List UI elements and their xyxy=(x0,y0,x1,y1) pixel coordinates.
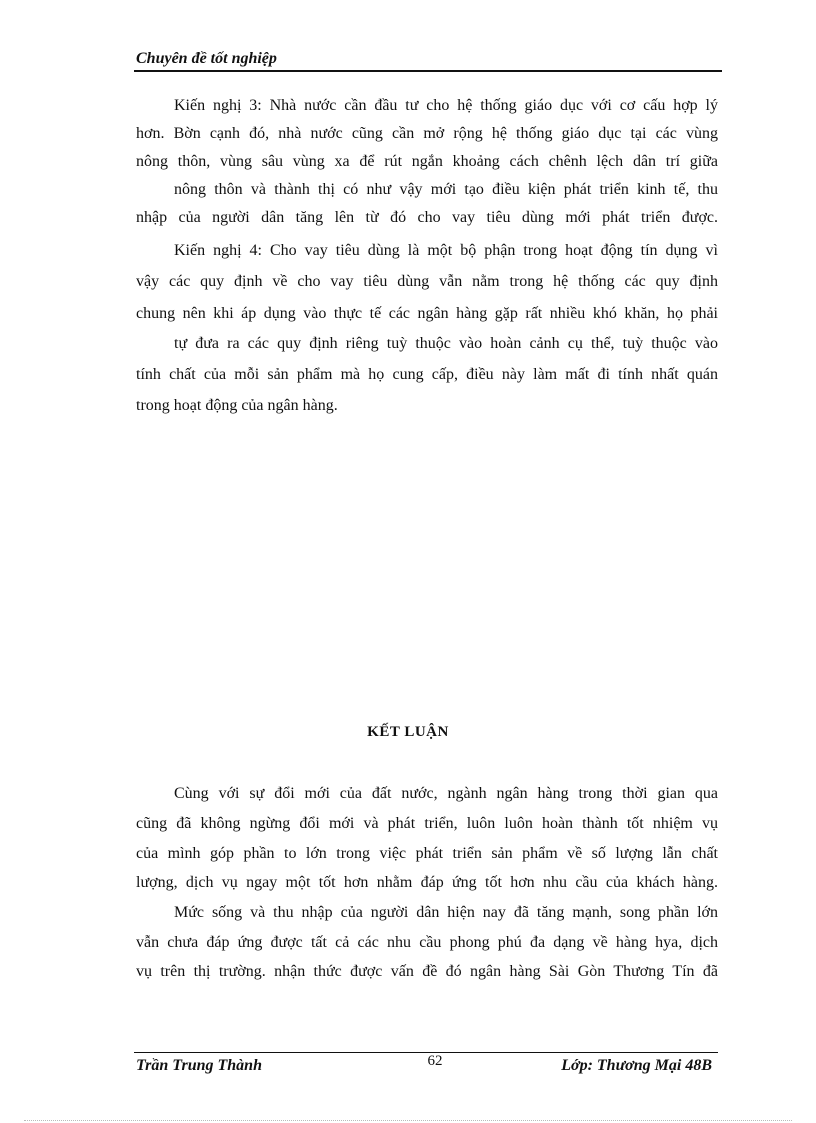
body-line: nông thôn, vùng sâu vùng xa để rút ngắn khoảng cách chênh lệch dân trí giữa xyxy=(136,153,718,170)
body-line: vụ trên thị trường. nhận thức được vấn đề đó ngân hàng Sài Gòn Thương Tín đã xyxy=(136,963,718,980)
body-line: Mức sống và thu nhập của người dân hiện nay đã tăng mạnh, song phần lớn xyxy=(174,904,718,921)
page-edge xyxy=(24,1120,792,1121)
body-line: Kiến nghị 4: Cho vay tiêu dùng là một bộ phận trong hoạt động tín dụng vì xyxy=(174,242,718,259)
body-line: lượng, dịch vụ ngay một tốt hơn nhằm đáp ứng tốt hơn nhu cầu của khách hàng. xyxy=(136,874,718,891)
body-line: tính chất của mỗi sản phẩm mà họ cung cấp, điều này làm mất đi tính nhất quán xyxy=(136,366,718,383)
body-line: nhập của người dân tăng lên từ đó cho vay tiêu dùng mới phát triển được. xyxy=(136,209,718,226)
body-line: vậy các quy định về cho vay tiêu dùng vẫn nằm trong hệ thống các quy định xyxy=(136,273,718,290)
body-line: trong hoạt động của ngân hàng. xyxy=(136,397,338,414)
body-line: vẫn chưa đáp ứng được tất cả các nhu cầu phong phú đa dạng về hàng hya, dịch xyxy=(136,934,718,951)
body-line: nông thôn và thành thị có như vậy mới tạo điều kiện phát triển kinh tế, thu xyxy=(174,181,718,198)
body-line: chung nên khi áp dụng vào thực tế các ngân hàng gặp rất nhiều khó khăn, họ phải xyxy=(136,305,718,322)
footer-class: Lớp: Thương Mại 48B xyxy=(561,1057,712,1074)
body-line: Kiến nghị 3: Nhà nước cần đầu tư cho hệ thống giáo dục với cơ cấu hợp lý xyxy=(174,97,718,114)
footer-author: Trần Trung Thành xyxy=(136,1057,262,1074)
body-line: hơn. Bờn cạnh đó, nhà nước cũng cần mở rộng hệ thống giáo dục tại các vùng xyxy=(136,125,718,142)
body-line: cũng đã không ngừng đổi mới và phát triển, luôn luôn hoàn thành tốt nhiệm vụ xyxy=(136,815,718,832)
header-divider xyxy=(134,70,722,72)
header-title: Chuyên đề tốt nghiệp xyxy=(136,50,277,67)
body-line: Cùng với sự đổi mới của đất nước, ngành ngân hàng trong thời gian qua xyxy=(174,785,718,802)
body-line: tự đưa ra các quy định riêng tuỳ thuộc vào hoàn cảnh cụ thể, tuỳ thuộc vào xyxy=(174,335,718,352)
page-number: 62 xyxy=(427,1053,443,1069)
conclusion-heading: KẾT LUẬN xyxy=(367,724,449,740)
body-line: của mình góp phần to lớn trong việc phát triển sản phẩm về số lượng lẫn chất xyxy=(136,845,718,862)
